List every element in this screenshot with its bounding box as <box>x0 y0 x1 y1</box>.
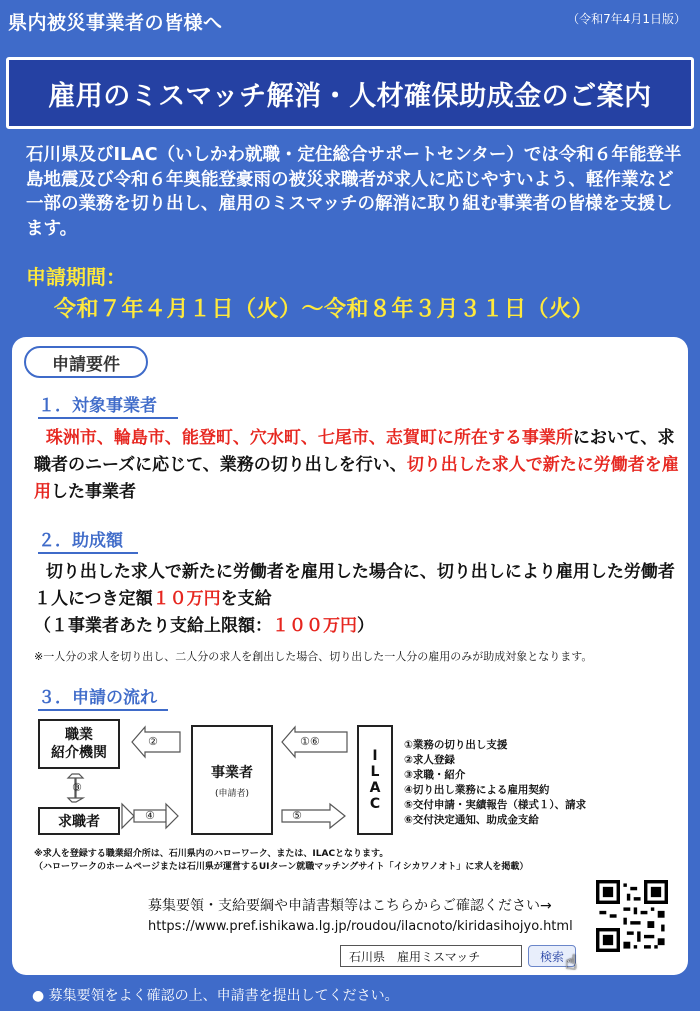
section-target-body <box>34 425 684 506</box>
period-value: 令和７年４月１日（火）～令和８年３月３１日（火） <box>54 297 595 322</box>
amount-cap: １００万円 <box>272 616 357 636</box>
period-label: 申請期間： <box>26 265 126 289</box>
agency-label: 職業 紹介機関 <box>51 727 107 761</box>
legend-item: ④切り出し業務による雇用契約 <box>404 784 550 796</box>
flow-note-2: （ハローワークのホームページまたは石川県が運営するUIターン就職マッチングサイト「イシカワノオト」に求人を掲載） <box>34 862 529 872</box>
section-amount-heading: ２．助成額 <box>38 526 138 554</box>
flow-box-employer <box>191 725 273 835</box>
info-url-link[interactable]: https://www.pref.ishikawa.lg.jp/roudou/ilacnoto/kiridasihojyo.html <box>148 919 573 934</box>
title-banner <box>6 57 694 129</box>
arrow-label-2: ② <box>148 735 158 748</box>
amount-text-4: ） <box>357 616 374 636</box>
amount-text-2: を支給 <box>220 589 272 609</box>
target-body-text-1: において、求職者のニーズに応じて、業務の切り出しを行い、 <box>34 428 675 475</box>
target-body-text-2: した事業者 <box>51 482 136 502</box>
amount-text-1: 切り出した求人で新たに労働者を雇用した場合に、切り出しにより雇用した労働者１人につき定額 <box>34 562 675 609</box>
amount-per-person: １０万円 <box>152 589 221 609</box>
amount-text-3: （１事業者あたり支給上限額： <box>34 616 272 636</box>
flow-box-agency <box>38 719 120 769</box>
section-target-heading: １．対象事業者 <box>38 391 178 419</box>
search-input[interactable]: 石川県 雇用ミスマッチ <box>340 945 522 967</box>
qr-code-icon[interactable] <box>596 880 668 952</box>
flow-note-1: ※求人を登録する職業紹介所は、石川県内のハローワーク、または、ILACとなります。 <box>34 849 389 859</box>
employer-sublabel: (申請者) <box>214 788 250 799</box>
legend-item: ⑤交付申請・実績報告（様式１）、請求 <box>404 799 587 811</box>
ilac-label: ILAC <box>367 748 383 812</box>
legend-item: ⑥交付決定通知、助成金支給 <box>404 814 539 826</box>
section-amount-body <box>34 559 684 640</box>
flow-legend <box>404 738 586 828</box>
flow-box-seeker <box>38 807 120 835</box>
hand-cursor-icon: ☝ <box>565 950 578 974</box>
footer-text: 募集要領をよく確認の上、申請書を提出してください。 <box>48 988 399 1004</box>
search-button[interactable]: 検索 <box>528 945 576 967</box>
employer-label: 事業者 <box>211 764 253 781</box>
intro-text: 石川県及びILAC（いしかわ就職・定住総合サポートセンター）では令和６年能登半島地震及び令和６年奥能登豪雨の被災求職者が求人に応じやすいよう、軽作業など一部の業務を切り出し、雇用のミスマッチの解消に取り組む事業者の皆様を支援します。 <box>26 145 682 239</box>
legend-item: ③求職・紹介 <box>404 769 466 781</box>
arrow-label-3: ③ <box>72 781 82 794</box>
target-hire-text: 切り出した求人で新たに労働者を雇用 <box>34 455 679 502</box>
arrow-label-4: ④ <box>145 809 155 822</box>
flow-box-ilac <box>357 725 393 835</box>
page-title: 雇用のミスマッチ解消・人材確保助成金のご案内 <box>48 80 652 112</box>
arrow-label-5: ⑤ <box>292 809 302 822</box>
amount-note: ※一人分の求人を切り出し、二人分の求人を創出した場合、切り出した一人分の雇用のみが助成対象となります。 <box>34 650 593 663</box>
header-label: 県内被災事業者の皆様へ <box>8 12 223 34</box>
legend-item: ①業務の切り出し支援 <box>404 739 508 751</box>
arrow-label-16: ①⑥ <box>300 735 320 748</box>
info-text: 募集要領・支給要綱や申請書類等はこちらからご確認ください→ <box>148 898 552 914</box>
date-tag: （令和7年4月1日版） <box>567 12 686 26</box>
flow-note <box>34 848 634 874</box>
arrow-4-head <box>166 804 178 828</box>
legend-item: ②求人登録 <box>404 754 455 766</box>
footer-note: ● 募集要領をよく確認の上、申請書を提出してください。 <box>32 988 399 1004</box>
section-flow-heading: ３．申請の流れ <box>38 683 168 711</box>
target-area-text: 珠洲市、輪島市、能登町、穴水町、七尾市、志賀町に所在する事業所 <box>45 428 573 448</box>
requirements-pill: 申請要件 <box>24 346 148 378</box>
arrow-4 <box>122 804 134 828</box>
seeker-label: 求職者 <box>58 814 100 830</box>
